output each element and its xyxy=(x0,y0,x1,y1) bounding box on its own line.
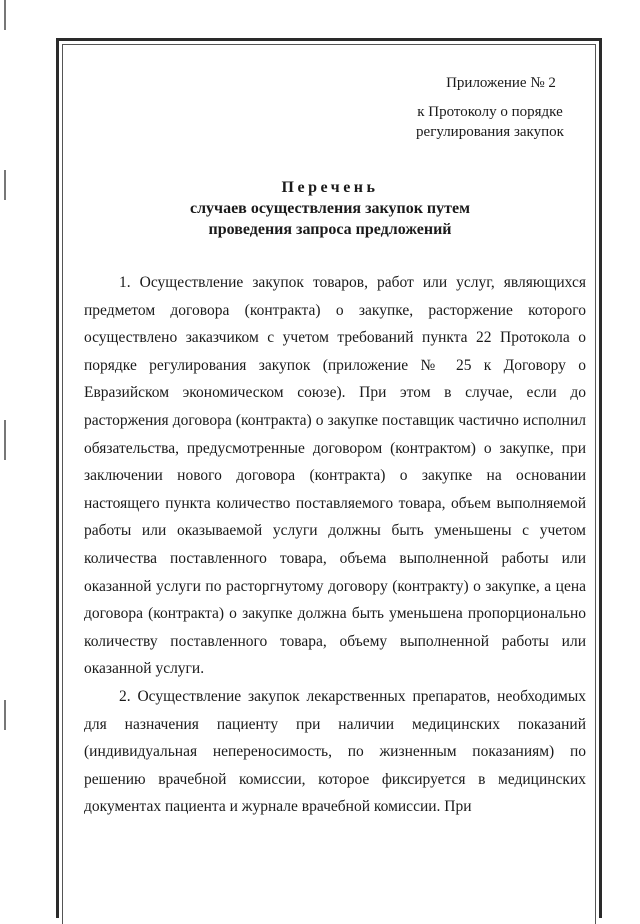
title-line3: проведения запроса предложений xyxy=(208,221,452,238)
annex-header xyxy=(395,73,585,142)
document-body xyxy=(84,269,586,821)
scan-edge-mark xyxy=(4,700,6,730)
annex-subtitle-line2: регулирования закупок xyxy=(416,124,564,140)
scan-edge-mark xyxy=(4,420,6,460)
paragraph-1: 1. Осуществление закупок товаров, работ или услуг, являющихся предметом договора (контракта) о закупке, расторжение которого осуществлено заказчиком с учетом требований пункта 22 Протокола о порядке регулирования закупок (приложение № 25 к Договору о Евразийском экономическом союзе). При этом в случае, если до расторжения договора (контракта) о закупке поставщик частично исполнил обязательства, предусмотренные договором (контрактом) о закупке, при заключении нового договора (контракта) о закупке на основании настоящего пункта количество поставляемого товара, объем выполняемой работы или оказываемой услуги должны быть уменьшены с учетом количества поставленного товара, объема выполненной работы или оказанной услуги по расторгнутому договору (контракту) о закупке, а цена договора (контракта) о закупке должна быть уменьшена пропорционально количеству поставленного товара, объему выполненной работы или оказанной услуги. xyxy=(84,274,586,678)
title-line2: случаев осуществления закупок путем xyxy=(189,200,471,217)
scan-edge-mark xyxy=(4,170,6,200)
annex-subtitle-line1: к Протоколу о порядке xyxy=(417,104,563,120)
annex-number: Приложение № 2 xyxy=(446,75,556,91)
scan-edge-mark xyxy=(4,0,6,30)
document-title xyxy=(100,177,560,240)
paragraph-2: 2. Осуществление закупок лекарственных препаратов, необходимых для назначения пациенту при наличии медицинских показаний (индивидуальная непереносимость, по жизненным показаниям) по решению врачебной комиссии, которое фиксируется в медицинских документах пациента и журнале врачебной комиссии. При xyxy=(84,687,586,816)
title-line1: Перечень xyxy=(281,179,379,196)
